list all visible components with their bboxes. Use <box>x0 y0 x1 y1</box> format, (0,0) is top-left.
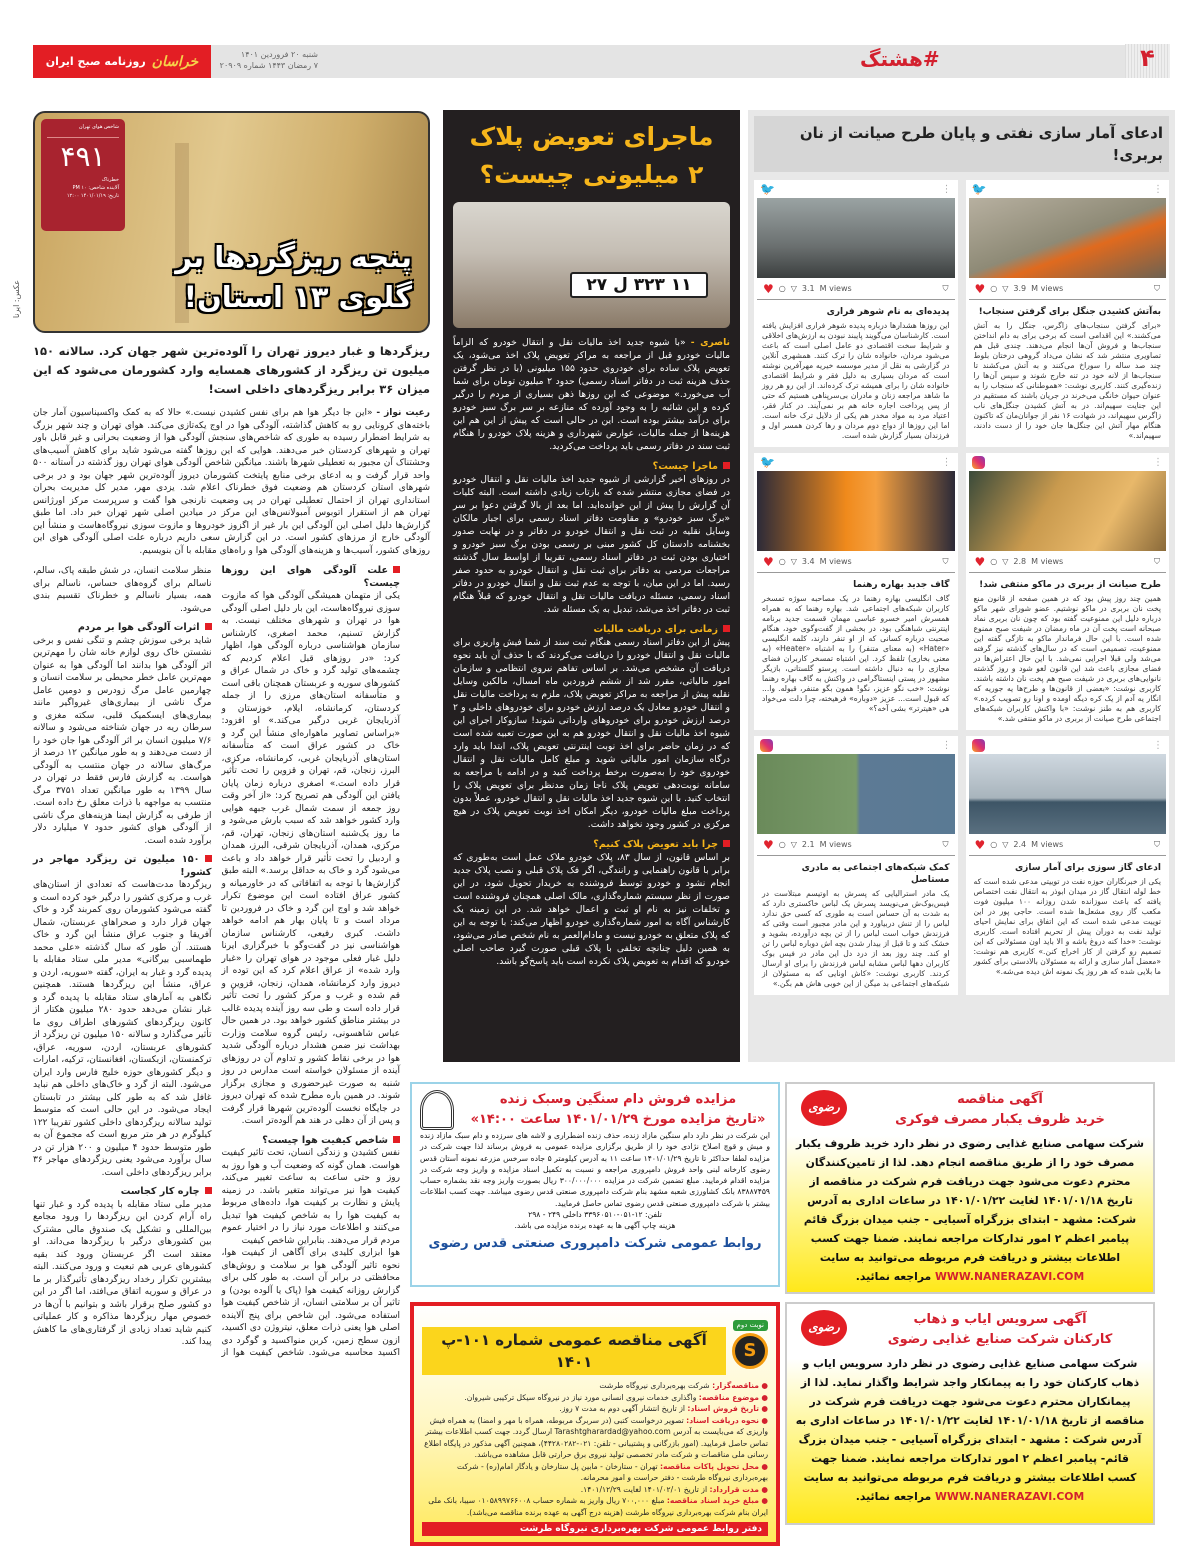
share-icon[interactable]: ▽ <box>790 840 797 849</box>
tender-item-value: شرکت بهره‌برداری نیروگاه طرشت <box>599 1381 710 1390</box>
aqi-title: شاخص هوای تهران <box>78 124 119 130</box>
instagram-icon <box>972 456 985 469</box>
social-card[interactable] <box>966 180 1170 447</box>
logo-subtitle: روزنامه صبح ایران <box>45 55 146 68</box>
social-card[interactable] <box>966 736 1170 995</box>
intro-text: «این جا دیگر هوا هم برای نفس کشیدن نیست.» حالا که به کمک واکسیناسیون آمار جان باخته‌های کرونایی رو به کاهش گذاشته، آلودگی هوا در اوج یکه‌تازی می‌کند. هوای تهران و چند شهر بزرگ به شرایط اضطرار رسیده به طوری که شاخص‌های سنجش آلودگی هوا از وضعیت بحرانی و غیر قابل باور تهران و شهرهای کردستان خبر می‌دهند. هوایی که این روزها گفته می‌شود شاید برای کاهش آسیب‌های وحشتناک آن مجبور به تعطیلی شهرها باشند. میانگین شاخص آلودگی هوای تهران روز گذشته در آستانه ۵۰۰ واحد قرار گرفت و به ادعای برخی منابع پایتخت کشورمان دیروز آلوده‌ترین شهر جهان بود و در برخی شهرهای استان کردستان هم وضعیت فوق خطرناک اعلام شد. یزدی مهر، مدیر کل مدیریت بحران استانداری تهران از احتمال تعطیلی تهران در پی وضعیت نارنجی هوا گفت و سرپرست مرکز اورژانس تهران هم از استقرار اتوبوس آمبولانس‌های این مرکز در میادین اصلی شهر تهران خبر داد. اما طبق گزارش‌ها دلیل اصلی این آلودگی این بار غیر از اگزوز خودروها و مازوت سوزی نیروگاه‌هاست و منشأ این آلودگی خارج از مرزهای کشور است. در این گزارش سعی داریم درباره علت اصلی آلودگی هوای این روزهای کشور، آسیب‌ها و هزینه‌های آلودگی هوا و راه‌های مقابله با آن بنویسیم. <box>33 408 430 556</box>
social-card[interactable] <box>754 736 958 995</box>
power-plant-logo-icon: S <box>732 1333 768 1369</box>
subheading: علت آلودگی هوای این روزها چیست؟ <box>221 565 400 589</box>
lead-paragraph: ریزگردها و غبار دیروز تهران را آلوده‌ترین شهر جهان کرد. سالانه ۱۵۰ میلیون تن ریزگرد از کشورهای همسایه وارد کشورمان می‌شود که این میزان ۳۶ برابر ریزگردهای داخلی است! <box>33 344 430 396</box>
ad-footer: روابط عمومی شرکت دامپروری صنعتی قدس رضوی <box>428 1235 762 1251</box>
share-icon[interactable]: ▽ <box>1002 284 1009 293</box>
comment-icon[interactable]: ○ <box>778 840 786 849</box>
tender-item-label: تاریخ فروش اسناد: <box>687 1404 759 1413</box>
astan-quds-seal-icon <box>420 1090 454 1130</box>
bookmark-icon[interactable]: ⛉ <box>942 283 949 293</box>
view-count: 3.1 <box>801 284 815 293</box>
post-text: این روزها هشدارها درباره پدیده شوهر فراری افزایش یافته است. کارشناسان می‌گویند پایبند نبودن به ارزش‌های اخلاقی و شرایط سخت اقتصادی دو عامل اصلی است که باعث می‌شود مردان، خانواده شان را ترک کنند. همشهری آنلاین در گزارشی به نقل از مدیر موسسه خیریه مهرآفرین نوشته است که مردان بسیاری به دلیل فقر و شرایط اقتصادی خانواده شان را برای همیشه ترک کرده‌اند. از این رو هر روز ما شاهد مراجعه زنان و مادران بی‌سرپناهی هستیم که حتی از پس پرداخت اجاره خانه هم بر نمی‌آیند. در کنار فقر، اعتیاد مرد به مواد مخدر هم یکی از دلایل ترک خانه است. اما این روزها از دواج دوم مردان و رها کردن همسر اول و فرزندان بسیار گزارش شده است. <box>762 321 950 440</box>
more-options-icon[interactable]: ⋮ <box>941 183 952 195</box>
subheading: ماجرا چیست؟ <box>453 460 730 473</box>
lead-photo <box>33 111 430 333</box>
social-card[interactable] <box>966 453 1170 730</box>
article-columns <box>33 565 400 1360</box>
article-intro <box>33 407 430 557</box>
razavi-logo: رضوی <box>801 1090 847 1126</box>
bookmark-icon[interactable]: ⛉ <box>942 556 949 566</box>
ad-body: این شرکت در نظر دارد دام سنگین مازاد زنده، حذف زنده اضطراری و لاشه های سرزده و دام سبک مازاد زنده و میش و قوچ اصلاح نژادی خود را از طریق برگزاری مزایده عمومی به فروش برساند لذا جهت شرکت در مزایده لطفا حداکثر تا تاریخ ۱۴۰۱/۰۱/۲۹ ساعت ۱۱ به آدرس کیلومتر ۵ جاده سرخس مزرعه نمونه آستان قدس رضوی کارخانه لبنی واحد فروش دامپروری مراجعه و نسبت به تکمیل اسناد مزایده و واریز وجه شرکت در مزایده اقدام فرمایید. مبلغ تضمین شرکت در مزایده ۳۰۰/۰۰۰/۰۰۰ ریال بصورت واریز وجه نقد بشماره حساب ۸۳۸۸۷۴۵۹ بانک کشاورزی شعبه مشهد بنام شرکت دامپروری صنعتی قدس رضوی میباشد. جهت کسب اطلاعات بیشتر با شرکت دامپروری صنعتی قدس رضوی تماس حاصل فرمایید. <box>420 1131 770 1208</box>
post-title: گاف جدید بهاره رهنما <box>853 580 950 590</box>
newspaper-logo[interactable] <box>33 45 211 78</box>
aqi-value: ۴۹۱ <box>47 137 119 176</box>
ad-shuttle-service <box>785 1302 1155 1525</box>
ad-phone: تلفن: ۱۲-۰۵۱-۳۳۹۶۰۵۱۰ داخلی ۲۴۹ - ۲۹۸ <box>528 1210 662 1220</box>
subheading: شاخص کیفیت هوا چیست؟ <box>222 1135 401 1148</box>
ad-title: آگهی مناقصه <box>957 1092 1043 1107</box>
post-title: کمک شبکه‌های اجتماعی به مادری مستاصل <box>801 863 950 885</box>
byline: ناصری - <box>690 337 730 348</box>
post-image <box>969 198 1167 278</box>
tender-items <box>422 1380 768 1518</box>
ad-livestock-auction <box>410 1082 780 1287</box>
section-text: بر اساس قانون، از سال ۸۳، پلاک خودرو ملاک عمل است به‌طوری که برابر با قانون راهنمایی و رانندگی، اگر فک پلاک قبلی و نصب پلاک جدید انجام نشود و خودرو توسط فروشنده به خریدار تحویل شود، در این صورت از نظر سیستم شماره‌گذاری، مالک اصلی همچنان فروشنده است و تخلفات نیز به نام او ثبت و اعمال خواهد شد. در این زمینه یک کارشناس آگاه به امور شماره‌گذاری خودرو اظهار می‌کند: با توجه به این که پلاک متعلق به خودرو نیست و مادام‌العمر به نام شخص صادر می‌شود، به همین دلیل چنانچه تخلفی با پلاک قبلی صورت گیرد صاحب اصلی خودرو که اقدام به تعویض پلاک نکرده است باید پاسخ‌گو باشد. <box>453 852 730 967</box>
comment-icon[interactable]: ○ <box>778 284 786 293</box>
post-image <box>757 198 955 278</box>
hashtag-title: ادعای آمار سازی نفتی و پایان طرح صیانت از نان بربری! <box>754 116 1169 172</box>
more-options-icon[interactable]: ⋮ <box>1153 183 1163 195</box>
section-text: نفس کشیدن و زندگی انسان، تحت تاثیر کیفیت هواست. همان گونه که وضعیت آب و هوا روز به روز و حتی ساعت به ساعت تغییر می‌کند، کیفیت هوا نیز می‌تواند متغیر باشد. در زمینه پایش و نظارت بر کیفیت هوا، داده‌های مربوط به کیفیت هوا را به شاخص کیفیت هوا تبدیل می‌کنند و اطلاعات مورد نیاز را در اختیار عموم مردم قرار می‌دهند. بنابراین شاخص کیفیت <box>221 1148 400 1246</box>
heart-icon[interactable]: ♥ <box>763 554 774 569</box>
aqi-card <box>41 119 125 231</box>
aqi-pollutant: آلاینده شاخص: PM ۱۰ <box>72 185 119 191</box>
headline-line: پنجه ریزگردها بر <box>175 240 412 274</box>
ad-subtitle: خرید ظروف یکبار مصرف فوکری <box>895 1112 1105 1127</box>
more-options-icon[interactable]: ⋮ <box>1153 456 1163 468</box>
ad-note: هزینه چاپ آگهی ها به عهده برنده مزایده می باشد. <box>514 1221 676 1231</box>
views-unit: M views <box>819 557 852 566</box>
comment-icon[interactable]: ○ <box>990 557 998 566</box>
post-image <box>969 754 1167 834</box>
ad-subtitle: «تاریخ مزایده مورخ ۱۴۰۱/۰۱/۲۹ ساعت ۱۴:۰۰» <box>470 1112 766 1127</box>
aqi-date: تاریخ: ۱۴۰۱/۰۱/۱۹ ۱۲:۰۰ <box>66 193 119 199</box>
tender-item <box>422 1495 768 1518</box>
more-options-icon[interactable]: ⋮ <box>1153 739 1163 751</box>
section-text: ریزگردها مدت‌هاست که تعدادی از استان‌های غرب و مرکزی کشور را درگیر خود کرده است و گفته می‌شود کشورمان روی کمربند گرد و خاک جهان قرار دارد و صحراهای عربستان، شمال آفریقا و جنوب عراق منشأ این گرد و خاک هستند. آن طور که سال گذشته «علی محمد طهماسبی بیرگانی» مدیر ملی ستاد مقابله با پدیده گرد و غبار به ایران، گفته «سوریه، اردن و عراق، منشأ این ریزگردها هستند. همچنین نگاهی به آمارهای ستاد مقابله با پدیده گرد و غبار نشان می‌دهد حدود ۲۸۰ میلیون هکتار از کانون ریزگردهای کشورهای اطراف روی ما تأثیر می‌گذارد و سالانه ۱۵۰ میلیون تن ریزگرد از کشورهای عربستان، اردن، سوریه، عراق، ترکمنستان، ازبکستان، افغانستان، ترکیه، امارات و دیگر کشورهای حوزه خلیج فارس وارد ایران می‌شود. البته از گرد و خاک‌های داخلی هم نباید غافل شد که به طور کلی بیشتر در تابستان ایجاد می‌شود. در این حالی است که متوسط تولید سالانه ریزگردهای داخلی کشور تقریبا ۱۲۲ کیلوگرم در هر متر مربع است که مجموع آن به طور متوسط حدود ۴ میلیون و ۲۰۰ هزار تن در سال برآورد می‌شود یعنی ریزگردهای مهاجر ۳۶ برابر ریزگردهای داخلی است. <box>33 880 212 1178</box>
ad-subtitle: کارکنان شرکت صنایع غذایی رضوی <box>887 1332 1113 1347</box>
instagram-icon <box>972 739 985 752</box>
share-icon[interactable]: ▽ <box>1002 557 1009 566</box>
razavi-logo: رضوی <box>801 1310 847 1346</box>
heart-icon[interactable]: ♥ <box>763 837 774 852</box>
comment-icon[interactable]: ○ <box>990 284 998 293</box>
post-text: یک مادر استرالیایی که پسرش به اوتیسم مبتلاست در فیس‌بوک‌ش می‌نویسد پسرش یک لباس خاکستری دارد که به شدت به آن حساس است به طوری که کسی حق ندارد لباس را از تنش دربیاورد و این مادر مجبور است وقتی که فرزندش خواب است لباس را از تن بچه درآورده، بشوید و خشک کند و تا قبل از بیدار شدن بچه اش دوباره لباس را تن او کند. چند روز بعد از درد دل این مادر در فیس بوک کاربران دهها لباس مشابه لباس فرزندش را برای او ارسال کردند. کاربری نوشت: «کاش اونایی که به مسئولان از شبکه‌های اجتماعی بد میگن از این خوبی هاش هم بگن.» <box>762 889 950 988</box>
plate-story-box <box>443 110 740 1062</box>
license-plate: ۱۱ ۳۲۳ ل ۲۷ <box>570 272 708 298</box>
section-title: #هشتگ <box>860 47 940 71</box>
post-title: به‌آتش کشیدن جنگل برای گرفتن سنجاب! <box>978 307 1161 317</box>
view-count: 3.4 <box>801 557 815 566</box>
photo-credit: عکس: ایرنا <box>12 280 21 319</box>
twitter-icon: 🐦 <box>760 182 775 196</box>
issue-number-line: ۷ رمضان ۱۴۴۳ شماره ۲۰۹۰۹ <box>219 61 318 70</box>
ad-title: مزایده فروش دام سنگین وسبک زنده <box>499 1092 737 1107</box>
section-text: یکی از متهمان همیشگی آلودگی هوا که مازوت سوزی نیروگاه‌هاست، این بار دلیل اصلی آلودگی هوا در تهران و شهرهای مختلف نیست. به گزارش تسنیم، محمد اصغری، کارشناس سازمان هواشناسی درباره آلودگی هوا، اظهار کرد: «در روزهای قبل اعلام کردیم که چشمه‌های تولید گرد و خاک در شمال عراق و کشورهای سوریه و عربستان همچنان باقی است و متأسفانه استان‌های مرزی را از جمله کردستان، کرمانشاه، ایلام، خوزستان و آذربایجان غربی درگیر می‌کند.» او افزود: «براساس تصاویر ماهواره‌ای منشأ این گرد و خاک در کشور عراق است که متأسفانه استان‌های آذربایجان غربی، کرمانشاه، مرکزی، البرز، زنجان، قم، تهران و قزوین را تحت تأثیر قرار داده است.» اصغری درباره زمان پایان یافتن این آلودگی هم تصریح کرد: «از آخر وقت روز جمعه از سمت شمال غرب جبهه هوایی وارد کشور خواهد شد که سبب بارش می‌شود و ما روز یک‌شنبه استان‌های زنجان، تهران، قم، مرکزی، همدان، آذربایجان شرقی، البرز، همدان و اردبیل را تحت تأثیر قرار خواهد داد و باعث می‌شود گرد و خاک به حداقل برسد.» البته طبق گزارش‌ها با توجه به اتفاقاتی که در خاورمیانه و کشور عراق افتاده است این موضوع تکرار خواهد شد و اوج این گرد و خاک در فروردین تا مرداد است و تا پایان بهار هم ادامه خواهد داشت. کبری رفیعی، کارشناس سازمان هواشناسی نیز در گفت‌وگو با خبرگزاری ایرنا دلیل غبار فعلی موجود در هوای تهران را «غبار وارد شده» از عراق اعلام کرد که این توده از دیروز وارد کرمانشاه، همدان، زنجان، قزوین و قم شده و غرب و مرکز کشور را تحت تأثیر قرار داده است و طی سه روز آینده پدیده غالب در بیشتر مناطق کشور خواهد بود. در همین حال عباس شاهسونی، رئیس گروه سلامت وزارت بهداشت نیز ضمن هشدار درباره آلودگی شدید هوا در برخی نقاط کشور و تداوم آن در روزهای آینده از مسئولان خواسته است مدارس در روز شنبه به صورت غیرحضوری و مجازی برگزار شوند. در همین باره مطرح شده که تهران دیروز در جایگاه نخست آلوده‌ترین شهرها قرار گرفت و پس از آن دهلی در هند هم آلوده‌تر است. <box>221 591 400 1126</box>
post-text: یکی از خبرنگاران حوزه نفت در توییتی مدعی شده است که خط لوله انتقال گاز در میدان ابوذر به انتقال نفت اختصاص یافته که باعث سوزانده شدن روزانه ۱۰۰ میلیون فوت مکعب گاز روی مشعل‌ها شده است. حاجی پور در این توییت مدعی شده است که این اتفاق برای نمایش احیای تولید نفت به دوران پیش از تحریم افتاده است. کاربری نوشت: «خدا کنه دروغ باشه و الا باید اون مسئولانی که این تصمیم رو گرفتن از کار اخراج کنن.» کاربری هم نوشت: «معضل آمار سازی و ارائه به مسئولان بالادستی برای کشور ما بلایی شده که هر روز یک نمونه اش دیده می‌شه.» <box>973 877 1161 976</box>
post-text: گاف انگلیسی بهاره رهنما در یک مصاحبه سوژه تمسخر کاربران شبکه‌های اجتماعی شد. بهاره رهنما که به همراه همسرش امیر خسرو عباسی مهمان قسمت جدید برنامه اینترنتی شباهنگی بود، در بخشی از گفت‌وگوی خود، هنگام صحبت درباره کسانی که از او تنفر دارند، کلمه انگلیسی «Hater» (به معنای متنفر) را به اشتباه «Heater» (به معنی بخاری) تلفظ کرد. این اشتباه تمسخر کاربران فضای مجازی را به دنبال داشته است. پرستو گلستانی، بازیگر مشهور در پستی اینستاگرامی در واکنش به گاف بهاره رهنما نوشت: «خب نگو عزیز، نگو! همون بگو متنفر، قبوله. وا... که قبول است... عزیز «دوباره» فرهیخته، چرا دلت می‌خواد هی «هیترتر» بشی آخه؟» <box>762 594 950 713</box>
tender-item <box>422 1484 768 1496</box>
ad-title: آگهی مناقصه عمومی شماره ۱۰۱-پ ۱۴۰۱ <box>422 1327 726 1375</box>
tender-item <box>422 1403 768 1415</box>
subheading: چرا باید تعویض پلاک کنیم؟ <box>453 838 730 851</box>
views-unit: M views <box>1031 557 1064 566</box>
views-unit: M views <box>819 840 852 849</box>
tender-item <box>422 1461 768 1484</box>
tender-item-label: مبلغ خرید اسناد مناقصه: <box>666 1496 759 1505</box>
subheading: زمانی برای دریافت مالیات <box>453 623 730 636</box>
page-number: ۴ <box>1125 44 1170 78</box>
bookmark-icon[interactable]: ⛉ <box>942 839 949 849</box>
tender-item <box>422 1392 768 1404</box>
ad-power-plant-tender <box>410 1302 780 1546</box>
ad-body-end: مراجعه نمائید. <box>855 1490 932 1503</box>
ad-website-link[interactable]: WWW.NANERAZAVI.COM <box>935 1490 1085 1503</box>
section-text: شاید برخی سوزش چشم و تنگی نفس و برخی نشستن خاک روی لوازم خانه شان را مهم‌ترین اثر آلودگی هوا بدانند اما آلودگی هوا به عنوان مهم‌ترین عامل خطر محیطی بر سلامت انسان و چهارمین عامل مرگ زودرس و دومین عامل مرگ ناشی از بیماری‌های غیرواگیر مانند بیماری‌های ایسکمیک قلبی، سکته مغزی و سرطان ریه در جهان شناخته می‌شود و سالانه ۷/۶ میلیون انسان بر اثر آلودگی هوا جان خود را از دست می‌دهند و به طور میانگین ۱۲ درصد از مرگ‌های سالانه در جهان منتسب به آلودگی هواست. به گزارش فارس فقط در تهران در سال ۱۳۹۹ به طور میانگین تعداد ۳۷۵۱ مرگ منتسب به مواجهه با ذرات معلق رخ داده است. از طرفی به گزارش ایمنا هزینه‌های مرگ ناشی از آلودگی هوای کشور حدود ۷ میلیارد دلار برآورد شده است. <box>33 635 212 846</box>
subheading: ۱۵۰ میلیون تن ریزگرد مهاجر در کشور! <box>33 854 212 878</box>
tender-item-value: تصویر درخواست کتبی (در سربرگ مربوطه، همراه با مهر و امضا) به همراه فیش واریزی که می‌بایست به آدرس Tarashtgharardad@yahoo.com ارسال گردد. جهت کسب اطلاعات بیشتر تماس حاصل فرمایید. (امور بازرگانی و پشتیبانی - تلفن: ۰۲۱-۴۴۲۸۰۲۸۲)، همچنین آگهی مذکور در پایگاه اطلاع رسانی ملی مناقصات و شرکت مادر تخصصی تولید نیروی برق حرارتی قابل مشاهده می‌باشد. <box>424 1415 768 1459</box>
comment-icon[interactable]: ○ <box>778 557 786 566</box>
subheading: اثرات آلودگی هوا بر مردم <box>33 622 212 635</box>
subheading: چاره کار کجاست <box>33 1186 212 1199</box>
ad-body-end: مراجعه نمائید. <box>855 1270 932 1283</box>
instagram-icon <box>760 739 773 752</box>
tender-item-label: مناقصه‌گزار: <box>712 1381 759 1390</box>
views-unit: M views <box>1031 284 1064 293</box>
heart-icon[interactable]: ♥ <box>763 281 774 296</box>
intro-text: «با شیوه جدید اخذ مالیات نقل و انتقال خودرو که الزاماً مالیات خودرو قبل از مراجعه به مراکز تعویض پلاک اخذ می‌شود، یک تعویض پلاک ساده برای خودروی حدود ۱۵۵ میلیونی (با در نظر گرفتن حذف هزینه ثبت در دفاتر اسناد رسمی) حدود ۲ میلیون تومان برای شما آب می‌خورد.» موضوعی که این روزها ذهن بسیاری از مردم را درگیر کرده و این شائبه را به وجود آورده که منازعه بر سر برگ سبز خودرو برای درآمد بیشتر بوده است. این در حالی است که پیش از این هم این هزینه‌ها از جمله مالیات، عوارض شهرداری و هزینه پلاک خودرو را هنگام ثبت سند در دفاتر رسمی باید پرداخت می‌کردید. <box>453 337 730 452</box>
section-text: هوا ابزاری کلیدی برای آگاهی از کیفیت هوا، نحوه تاثیر آلودگی هوا بر سلامت و روش‌های محافظتی در برابر آن است. به طور کلی برای گزارش روزانه کیفیت هوا (پاک یا آلوده بودن) و تاثیر آن بر سلامتی انسان، از شاخص کیفیت هوا استفاده می‌شود. این شاخص برای پنج آلاینده اصلی هوا یعنی ذرات معلق، نیتروژن دی اکسید، ازون سطح زمین، کربن منواکسید و گوگرد دی اکسید محاسبه می‌شود. شاخص کیفیت هوا از منظر سلامت انسان، در شش طبقه پاک، سالم، ناسالم برای گروه‌های حساس، ناسالم برای همه، بسیار ناسالم و خطرناک تقسیم بندی می‌شود. <box>33 566 400 1358</box>
twitter-icon: 🐦 <box>760 455 775 469</box>
post-image <box>969 471 1167 551</box>
post-title: پدیده‌ای به نام شوهر فراری <box>826 307 950 317</box>
share-icon[interactable]: ▽ <box>1002 840 1009 849</box>
section-text: مدیر ملی ستاد مقابله با پدیده گرد و غبار تنها راه آرام کردن این ریزگردها را ورود مجامع بین‌المللی و تشکیل یک صندوق مالی مشترک بین کشورهای درگیر با ریزگردها می‌داند. او معتقد است اگر عربستان ورود کند بقیه کشورهای عربی هم تبعیت و ورود می‌کنند. البته بیشترین تکرار رخداد ریزگردهای تأثیرگذار بر ما در عراق و سوریه اتفاق می‌افتد، اما اگر در این دو کشور صلح برقرار باشد و بتوانیم با آن‌ها در خصوص مهار ریزگردها مذاکره و کار عملیاتی کنیم شاید تعداد زیادی از گرفتاری‌های ما کاهش پیدا کند. <box>33 1199 212 1347</box>
post-text: «برای گرفتن سنجاب‌های زاگرس، جنگل را به آتش می‌کشند.» این اقدامی است که برخی برای به دام انداختن سنجاب‌ها و فروش آن‌ها انجام می‌دهند. چندی قبل هم تصاویری منتشر شد که نشان می‌داد گروهی درختان بلوط چند صد ساله را سوراخ می‌کنند و به آتش می‌کشند تا سنجاب‌ها از لانه خود در تنه خارج شوند و سپس آن‌ها را زنده‌گیری کنند. کاربری نوشت: «هموطنانی که سنجاب را به عنوان حیوان خانگی می‌خرند در جریان باشند که مستقیم در این جنایت سهیم‌اند. در به آتش کشیدن جنگل‌های ناب زاگرس سهیم‌اند، در شهادت ۱۶ نفر از جوانان‌مان که تاکنون هنگام مهار آتش این جنگل‌ها جان خود را از دست دادند، سهیم‌اند.» <box>973 321 1161 440</box>
bookmark-icon[interactable]: ⛉ <box>1154 556 1160 566</box>
post-text: همین چند روز پیش بود که در همین صفحه از قانون منع پخت نان بربری در ماکو نوشتیم. عضو شورای شهر ماکو درباره دلیل این ممنوعیت گفته بود که چون نان بربری نماد صبحانه است پخت آن در ماه رمضان در شیفت صبح ممنوع شده است. با این حال فرماندار ماکو به تازگی گفته این ممنوعیت، تصمیمی است که در سال‌های گذشته نیز گرفته می‌شد ولی قبلا اجرایی نمی‌شد. با این حال اعتراض‌ها در فضای مجازی باعث شد این قانون لغو شود و روز گذشته نانوایی‌های بربری در شیفت صبح هم پخت نان داشته باشند. کاربری نوشت: «بعضی از قانون‌ها و طرح‌ها یه جوریه که انگار یه آدم از یک کره دیگه اومده و اونا رو تصویب کرده.» کاربری هم به طنز نوشت: «با واکنش کاربران شبکه‌های اجتماعی طرح صیانت از بربری در ماکو منتفی شد.» <box>973 594 1161 723</box>
tender-item-value: از تاریخ انتشار آگهی دوم به مدت ۷ روز. <box>559 1404 685 1413</box>
plate-photo <box>453 202 730 328</box>
heart-icon[interactable]: ♥ <box>974 554 986 569</box>
tender-item-value: تهران - ستارخان - مابین پل ستارخان و یادگار امام(ره) - شرکت بهره‌برداری نیروگاه طرشت - دفتر حراست و امور محرمانه. <box>456 1461 768 1482</box>
tender-item-label: محل تحویل پاکات مناقصه: <box>660 1461 759 1471</box>
dust-story <box>33 342 430 1360</box>
ad-body: شرکت سهامی صنایع غذایی رضوی در نظر دارد خرید ظروف یکبار مصرف خود را از طریق مناقصه انجام دهد. لذا از تامین‌کنندگان محترم دعوت می‌شود جهت دریافت فرم شرکت در مناقصه از تاریخ ۱۴۰۱/۰۱/۱۸ لغایت ۱۴۰۱/۰۱/۲۲ در ساعات اداری به آدرس شرکت: مشهد - ابتدای بزرگراه آسیایی - جنب میدان بزرگ قائم پیامبر اعظم ۲ امور تدارکات مراجعه نمایند. ضمنا جهت کسب اطلاعات بیشتر و دریافت فرم مربوطه می‌توانید به سایت <box>796 1137 1144 1264</box>
comment-icon[interactable]: ○ <box>990 840 998 849</box>
tender-item-label: موضوع مناقصه: <box>698 1392 759 1402</box>
ad-footer: دفتر روابط عمومی شرکت بهره‌برداری نیروگاه طرشت <box>422 1522 768 1536</box>
bookmark-icon[interactable]: ⛉ <box>1154 839 1160 849</box>
hashtag-panel <box>748 110 1175 1062</box>
tender-item-label: نحوه دریافت اسناد: <box>686 1415 759 1425</box>
byline: رعیت نواز - <box>376 408 430 418</box>
view-count: 2.4 <box>1013 840 1027 849</box>
ad-website-link[interactable]: WWW.NANERAZAVI.COM <box>935 1270 1085 1283</box>
ad-title: آگهی سرویس ایاب و ذهاب <box>913 1312 1087 1327</box>
post-title: ادعای گاز سوزی برای آمار سازی <box>1014 863 1161 873</box>
post-image <box>757 471 955 551</box>
more-options-icon[interactable]: ⋮ <box>941 456 952 468</box>
plate-story-text <box>453 336 730 968</box>
section-text: در روزهای اخیر گزارشی از شیوه جدید اخذ مالیات نقل و انتقال خودرو در فضای مجازی منتشر شده که بازتاب زیادی داشته است. البته کلیات آن گزارش را پیش از این خوانده‌اید. اما بعد از بالا گرفتن دعوا بر سر «برگ سبز خودرو» و مقاومت دفاتر اسناد رسمی برای اجبار مالکان وسایل نقلیه در ثبت نقل و انتقال خودرو در دفاتر و در نهایت صدور بخشنامه دادستان کل کشور مبنی بر رسمی بودن برگ سبز خودرو و اختیاری بودن ثبت در دفاتر اسناد رسمی، تقریبا از اواسط سال گذشته مراجعات مردمی به دفاتر برای ثبت نقل و انتقال خودرو به حدود صفر رسید. اما در این میان، با توجه به عدم ثبت نقل و انتقال خودرو در دفاتر اسناد رسمی، مسئله دریافت مالیات نقل و انتقال خودرو که قبلاً هنگام ثبت در دفاتر اخذ می‌شد، تبدیل به یک مسئله شد. <box>453 474 730 615</box>
social-card[interactable] <box>754 453 958 730</box>
headline-line: ماجرای تعویض پلاک <box>469 122 714 151</box>
share-icon[interactable]: ▽ <box>790 284 797 293</box>
tender-item-value: واگذاری خدمات نیروی انسانی مورد نیاز در نیروگاه سیکل ترکیبی شیروان. <box>464 1392 697 1402</box>
social-cards-grid <box>754 180 1169 995</box>
issue-date <box>218 49 318 71</box>
post-title: طرح صیانت از بربری در ماکو منتفی شد! <box>979 580 1161 590</box>
tender-item-value: مبلغ ۷۰۰,۰۰۰ ریال واریز به شماره حساب ۰۱۰۵۸۹۹۷۶۶۰۰۸ سیبا، بانک ملی ایران بنام شرکت بهره‌برداری نیروگاه طرشت (هزینه درج آگهی به عهده برنده مناقصه می‌باشد). <box>428 1496 768 1517</box>
view-count: 3.9 <box>1013 284 1027 293</box>
post-image <box>757 754 955 834</box>
tender-item-label: مدت قرارداد: <box>709 1484 759 1494</box>
logo-brand: خراسان <box>151 53 199 70</box>
tender-item <box>422 1415 768 1461</box>
tender-item-value: از تاریخ ۱۴۰۱/۰۲/۰۱ لغایت ۱۴۰۱/۱۲/۲۹. <box>580 1484 708 1494</box>
views-unit: M views <box>819 284 852 293</box>
date-line: شنبه ۲۰ فروردین ۱۴۰۱ <box>240 50 318 59</box>
social-card[interactable] <box>754 180 958 447</box>
headline-line: گلوی ۱۳ استان! <box>183 280 412 314</box>
aqi-status: خطرناک <box>101 177 119 183</box>
views-unit: M views <box>1031 840 1064 849</box>
ad-body: شرکت سهامی صنایع غذایی رضوی در نظر دارد سرویس ایاب و ذهاب کارکنان خود را به پیمانکار واجد شرایط واگذار نماید. لذا از پیمانکاران محترم دعوت می‌شود جهت دریافت فرم شرکت در مناقصه از تاریخ ۱۴۰۱/۰۱/۱۸ لغایت ۱۴۰۱/۰۱/۲۲ در ساعات اداری به آدرس شرکت : مشهد - ابتدای بزرگراه آسیایی - جنب میدان بزرگ قائم- پیامبر اعظم ۲ امور تدارکات مراجعه نمایند. ضمنا جهت کسب اطلاعات بیشتر و دریافت فرم مربوطه می‌توانید به سایت <box>795 1357 1145 1484</box>
share-icon[interactable]: ▽ <box>790 557 797 566</box>
plate-story-headline <box>453 118 730 194</box>
heart-icon[interactable]: ♥ <box>974 837 986 852</box>
tender-item <box>422 1380 768 1392</box>
section-text: پیش از این دفاتر اسناد رسمی هنگام ثبت سند از شما فیش واریزی برای مالیات نقل و انتقال خودرو را دریافت می‌کردند که با حذف آن باید نحوه دریافت آن مشخص می‌شد. بر اساس تفاهم نیروی انتظامی و سازمان امور مالیاتی، مقرر شد از ششم فروردین ماه امسال، مالکین وسایل نقلیه پیش از مراجعه به مراکز تعویض پلاک، ملزم به پرداخت مالیات نقل و انتقال خودرو معادل یک درصد ارزش خودرو برای خودروهای داخلی و ۲ درصد ارزش خودرو برای خودروهای وارداتی شوند! سازوکار اجرای این شیوه اخذ مالیات نقل و انتقال خودرو هم به این صورت تعبیه شده است که در زمان حاضر برای اخذ نوبت اینترنتی تعویض پلاک، ابتدا باید وارد درگاه سازمان امور مالیاتی شوید و مبلغ کامل مالیات نقل و انتقال خودروی خود را به‌صورت برخط پرداخت کنید و در ادامه با مراجعه به سامانه نوبت‌دهی تعویض پلاک ناجا زمان مدنظر برای تعویض پلاک را انتخاب کنید. با این شیوه جدید اخذ مالیات نقل و انتقال خودرو، عملاً بدون پرداخت مبلغ مالیات خودرو، دیگر امکان اخذ نوبت تعویض پلاک در هیچ مرکزی در کشور وجود نخواهد داشت. <box>453 637 730 830</box>
photo-headline <box>175 237 412 317</box>
heart-icon[interactable]: ♥ <box>974 281 986 296</box>
view-count: 2.8 <box>1013 557 1027 566</box>
twitter-icon: 🐦 <box>971 182 987 196</box>
more-options-icon[interactable]: ⋮ <box>941 739 952 751</box>
tender-round-badge: نوبت دوم <box>733 1320 768 1331</box>
view-count: 2.1 <box>801 840 815 849</box>
ad-containers-tender <box>785 1082 1155 1294</box>
bookmark-icon[interactable]: ⛉ <box>1154 283 1160 293</box>
headline-line: ۲ میلیونی چیست؟ <box>479 160 704 189</box>
